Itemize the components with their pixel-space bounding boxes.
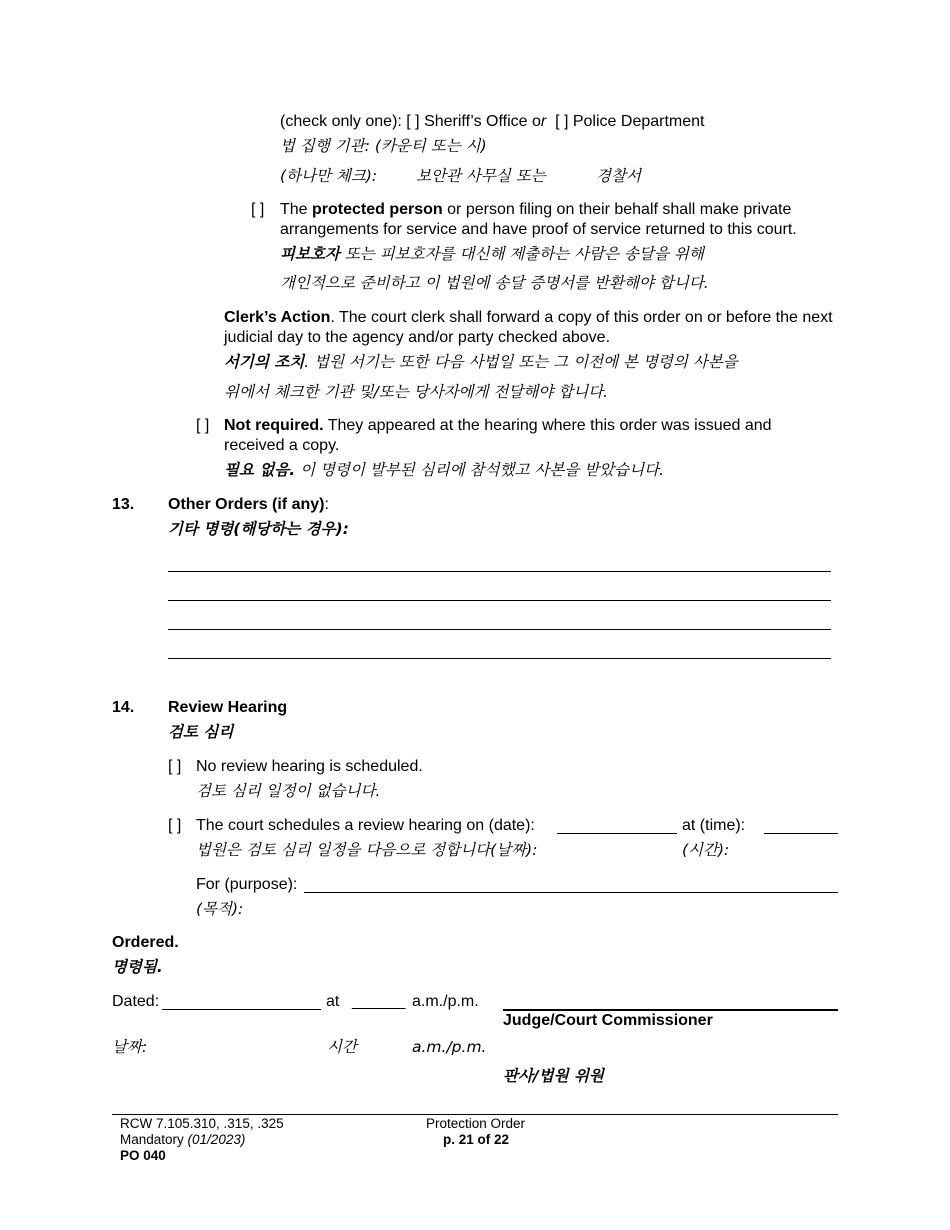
not-required-text: Not required. They appeared at the hearing where this order was issued and received a copy. <box>224 417 772 454</box>
dated-label: Dated: <box>112 993 160 1010</box>
law-enforcement-check-line: (check only one): [ ] Sheriff’s Office or [ ] Police Department <box>280 113 705 130</box>
dated-ko: 날짜: <box>112 1038 148 1056</box>
footer-mandatory: Mandatory (01/2023) <box>120 1132 246 1147</box>
review-time-ko: (시간): <box>682 841 730 859</box>
section-13-title-ko: 기타 명령(해당하는 경우): <box>168 520 349 538</box>
ampm-ko: a.m./p.m. <box>412 1038 487 1056</box>
review-date-field[interactable] <box>557 833 677 834</box>
other-orders-line-3[interactable] <box>168 629 831 630</box>
ordered-title: Ordered. <box>112 934 179 951</box>
section-14-title: Review Hearing <box>168 699 288 716</box>
judge-label: Judge/Court Commissioner <box>503 1012 713 1029</box>
review-scheduled-checkbox[interactable]: [ ] <box>168 817 182 834</box>
private-arrangements-text: The protected person or person filing on their behalf shall make private arrangements for service and have proof of service returned to this court. <box>280 201 797 238</box>
purpose-field[interactable] <box>304 892 838 893</box>
clerks-action-text: Clerk’s Action. The court clerk shall forward a copy of this order on or before the next judicial day to the agency and/or party checked above. <box>224 309 833 346</box>
purpose-label: For (purpose): <box>196 876 298 893</box>
sheriff-office-ko: 보안관 사무실 또는 <box>416 167 546 185</box>
ampm-label: a.m./p.m. <box>412 993 479 1010</box>
check-one-ko: (하나만 체크): <box>280 167 378 185</box>
footer-form-id: PO 040 <box>120 1148 166 1163</box>
no-review-text: No review hearing is scheduled. <box>196 758 423 775</box>
purpose-ko: (목적): <box>196 900 244 918</box>
footer-page-number: p. 21 of 22 <box>443 1132 510 1147</box>
footer-divider <box>112 1114 838 1115</box>
time-blank[interactable]: ______ <box>352 993 406 1010</box>
clerks-action-ko-1: 서기의 조치. 법원 서기는 또한 다음 사법일 또는 그 이전에 본 명령의 사본을 <box>224 353 738 371</box>
clerks-action-ko-2: 위에서 체크한 기관 및/또는 당사자에게 전달해야 합니다. <box>224 383 609 401</box>
review-time-field[interactable] <box>764 833 838 834</box>
not-required-checkbox[interactable]: [ ] <box>196 417 210 434</box>
section-14-title-ko: 검토 심리 <box>168 723 234 741</box>
at-label: at <box>326 993 340 1010</box>
not-required-ko: 필요 없음. 이 명령이 발부된 심리에 참석했고 사본을 받았습니다. <box>224 461 665 479</box>
other-orders-line-4[interactable] <box>168 658 831 659</box>
no-review-checkbox[interactable]: [ ] <box>168 758 182 775</box>
footer-rcw: RCW 7.105.310, .315, .325 <box>120 1116 284 1131</box>
private-arrangements-ko-2: 개인적으로 준비하고 이 법원에 송달 증명서를 반환해야 합니다. <box>280 274 709 292</box>
police-department-ko: 경찰서 <box>596 167 641 185</box>
section-14-number: 14. <box>112 699 135 716</box>
section-13-number: 13. <box>112 496 135 513</box>
law-enforcement-ko: 법 집행 기관: (카운티 또는 시) <box>280 137 487 155</box>
at-ko: 시간 <box>327 1038 357 1056</box>
footer-doc-title: Protection Order <box>426 1116 526 1131</box>
review-time-label: at (time): <box>682 817 746 834</box>
judge-label-ko: 판사/법원 위원 <box>503 1067 604 1085</box>
private-arrangements-checkbox[interactable]: [ ] <box>251 201 265 218</box>
other-orders-line-2[interactable] <box>168 600 831 601</box>
dated-field[interactable] <box>162 1009 321 1010</box>
no-review-ko: 검토 심리 일정이 없습니다. <box>196 782 381 800</box>
section-13-title: Other Orders (if any): <box>168 496 329 513</box>
other-orders-line-1[interactable] <box>168 571 831 572</box>
review-scheduled-text: The court schedules a review hearing on (date): <box>196 817 535 834</box>
ordered-title-ko: 명령됨. <box>112 958 163 976</box>
private-arrangements-ko-1: 피보호자 또는 피보호자를 대신해 제출하는 사람은 송달을 위해 <box>280 245 704 263</box>
review-scheduled-ko: 법원은 검토 심리 일정을 다음으로 정합니다(날짜): <box>196 841 538 859</box>
